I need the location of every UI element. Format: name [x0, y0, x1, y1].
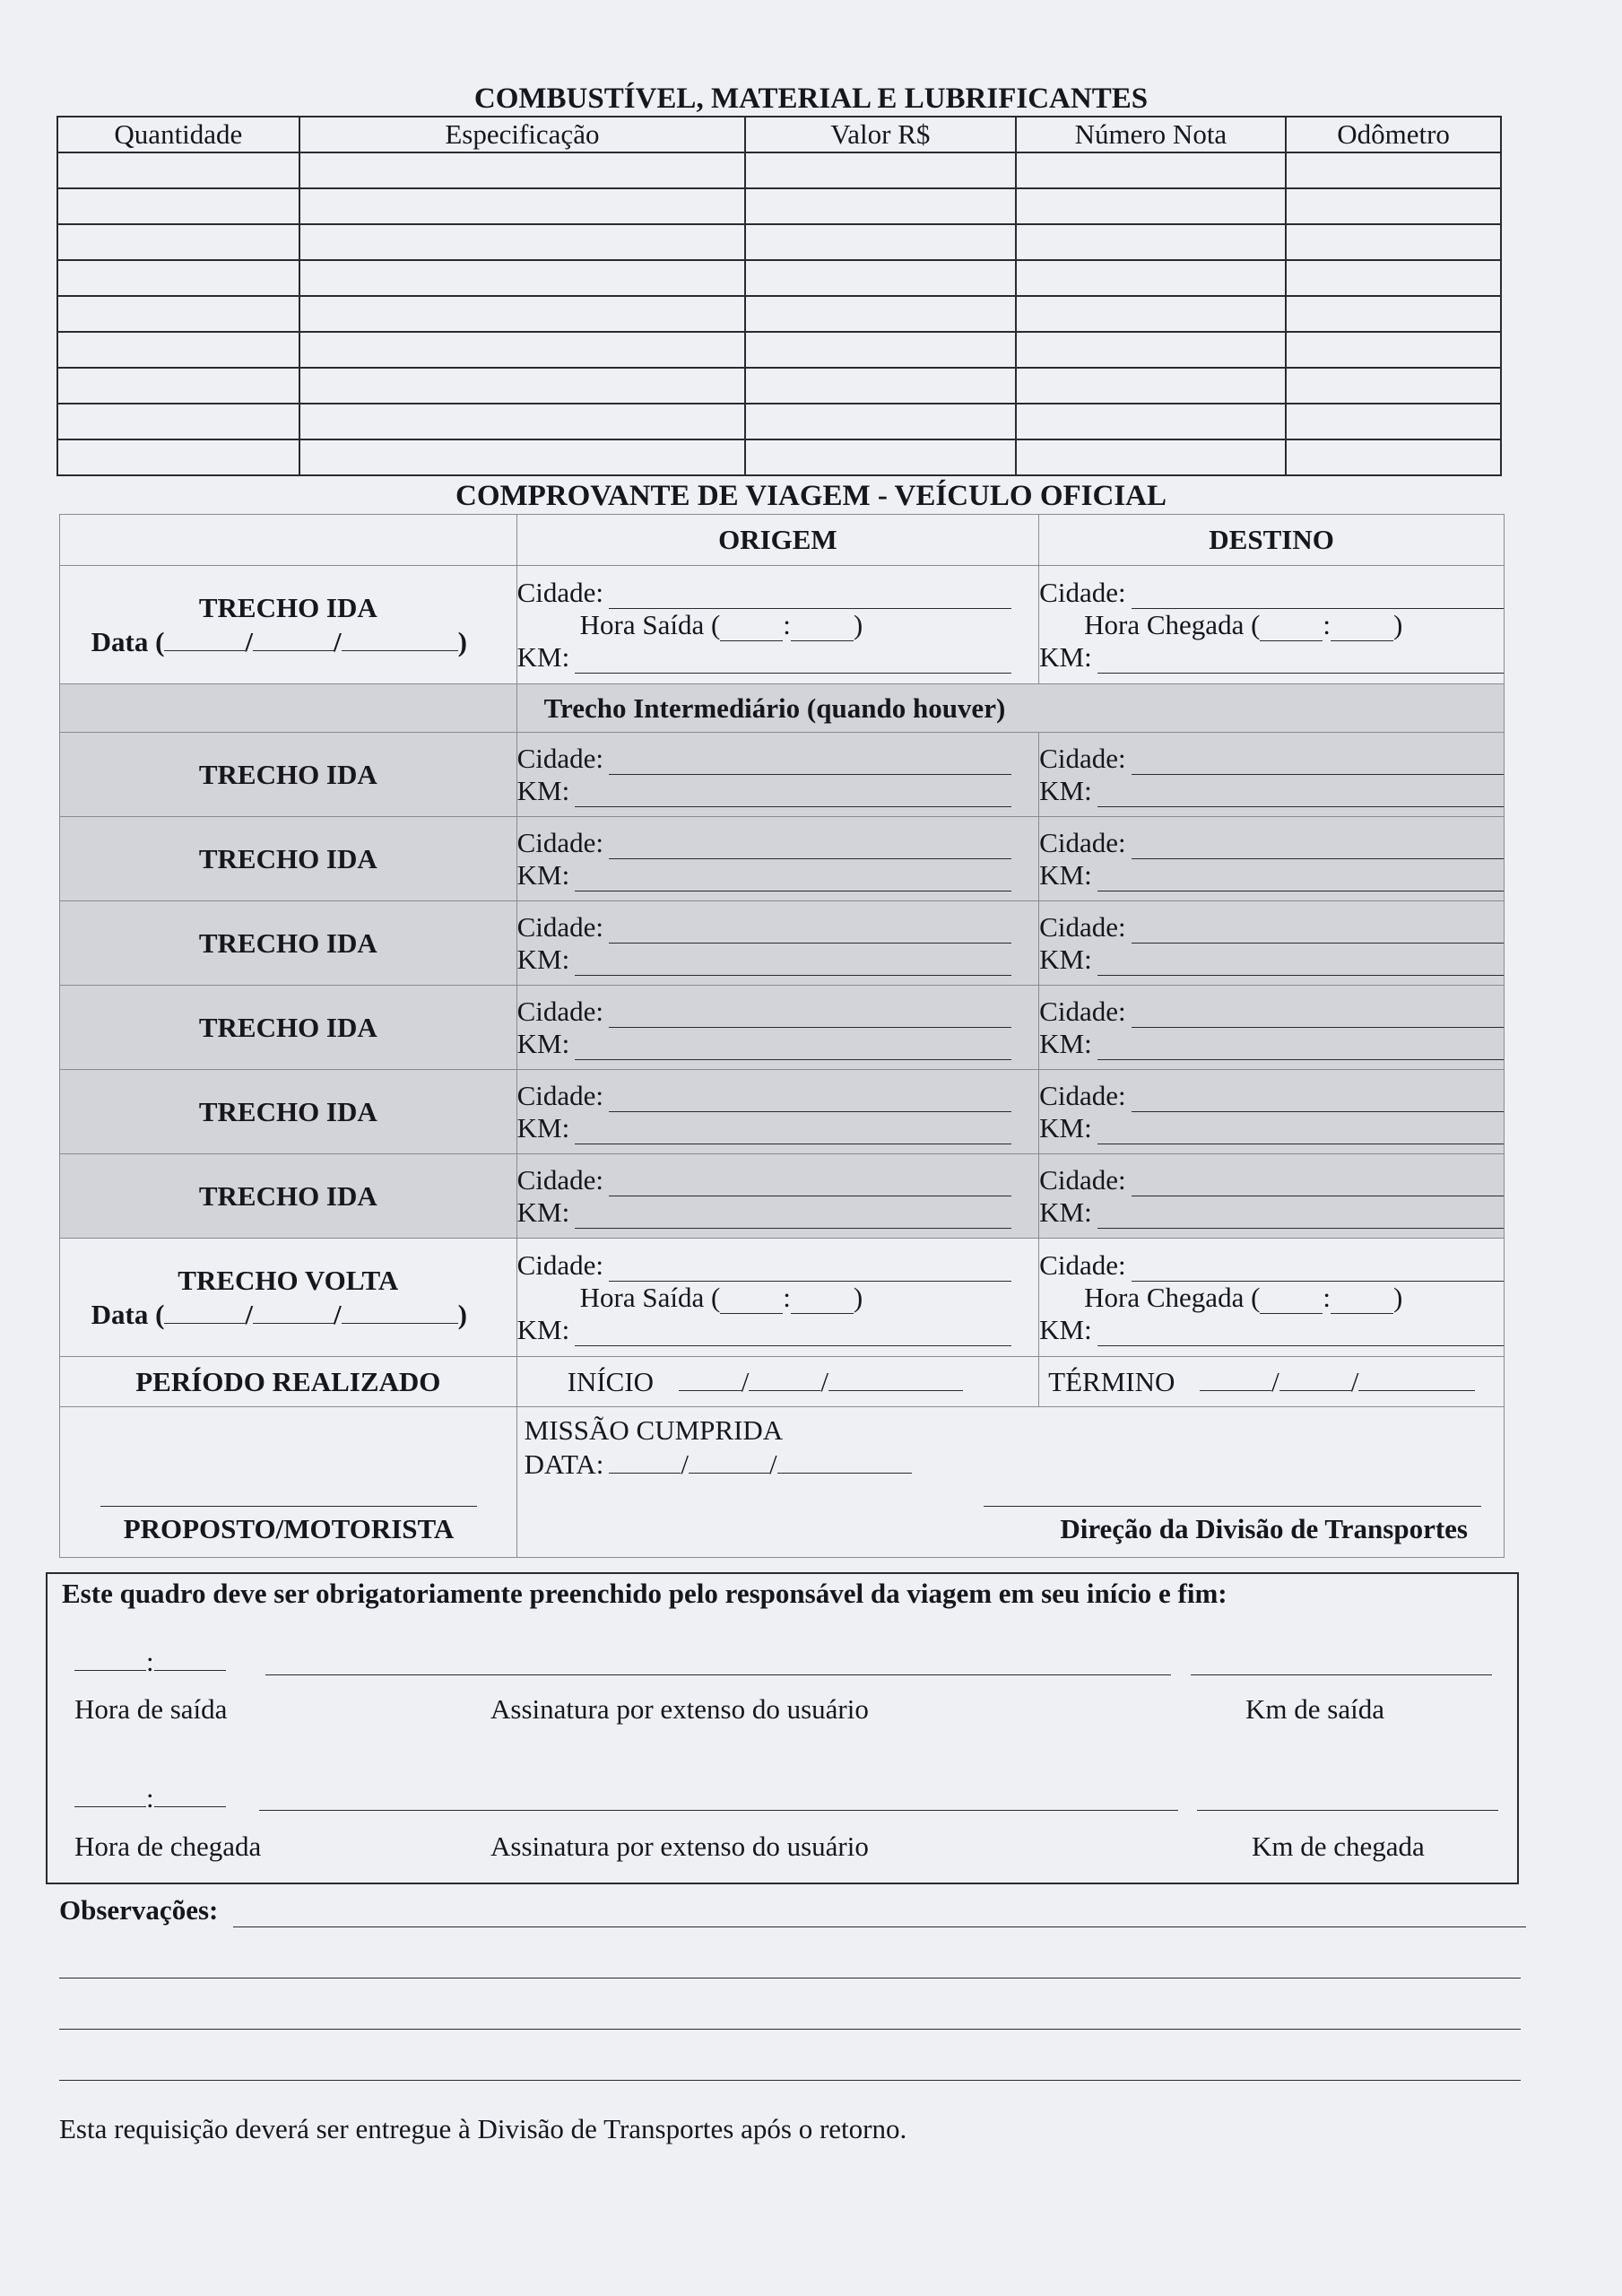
fuel-cell[interactable]: [1286, 188, 1501, 224]
trecho-volta-label: [60, 1239, 517, 1357]
trecho-ida-title: TRECHO IDA: [198, 591, 377, 623]
km-label: KM:: [516, 1196, 570, 1228]
origin-km-field[interactable]: [575, 783, 1011, 807]
fuel-col-especificacao: Especificação: [299, 117, 745, 152]
fuel-cell[interactable]: [1016, 296, 1287, 332]
fuel-cell[interactable]: [745, 260, 1016, 296]
origin-km-field[interactable]: [575, 1120, 1011, 1144]
km-label: KM:: [1039, 1313, 1092, 1345]
missao-cell: [516, 1407, 1504, 1558]
dest-cidade-field[interactable]: [1132, 1004, 1504, 1028]
hora-chegada-mm[interactable]: [1331, 1290, 1393, 1314]
origin-cidade-field[interactable]: [609, 835, 1011, 859]
direcao-signature-line[interactable]: [984, 1506, 1481, 1507]
cidade-label: Cidade:: [516, 910, 604, 943]
fuel-cell[interactable]: [57, 296, 299, 332]
intermediate-header: Trecho Intermediário (quando houver): [516, 684, 1504, 733]
intermediate-row-label: TRECHO IDA: [60, 901, 517, 986]
dest-km-field[interactable]: [1097, 649, 1504, 674]
cidade-label: Cidade:: [516, 742, 604, 774]
intermediate-row: [60, 1070, 1505, 1154]
periodo-realizado-label: PERÍODO REALIZADO: [60, 1357, 517, 1407]
fuel-cell[interactable]: [1016, 188, 1287, 224]
destination-header: DESTINO: [1039, 515, 1505, 566]
trecho-volta-origin: Cidade: Hora Saída ( : ) KM:: [516, 1239, 1039, 1357]
footer-note: Esta requisição deverá ser entregue à Divisão de Transportes após o retorno.: [59, 2113, 907, 2144]
fuel-cell[interactable]: [1016, 368, 1287, 404]
fuel-cell[interactable]: [745, 296, 1016, 332]
fuel-cell[interactable]: [57, 260, 299, 296]
hora-chegada-hh[interactable]: [1260, 617, 1323, 641]
hora-chegada-field[interactable]: :: [74, 1782, 226, 1814]
fuel-cell[interactable]: [57, 152, 299, 188]
fuel-cell[interactable]: [299, 152, 745, 188]
fuel-cell[interactable]: [299, 296, 745, 332]
cidade-label: Cidade:: [1039, 742, 1126, 774]
fuel-table: [56, 116, 1502, 476]
km-label: KM:: [1039, 640, 1092, 673]
intermediate-row: [60, 986, 1505, 1070]
fuel-cell[interactable]: [299, 224, 745, 260]
fuel-cell[interactable]: [745, 224, 1016, 260]
dest-cidade-field[interactable]: [1132, 1088, 1504, 1112]
fuel-cell[interactable]: [1286, 404, 1501, 439]
km-label: KM:: [516, 1313, 570, 1345]
periodo-termino[interactable]: TÉRMINO / /: [1039, 1357, 1505, 1407]
fuel-cell[interactable]: [745, 188, 1016, 224]
dest-cidade-field[interactable]: [1132, 585, 1504, 609]
proposto-cell: [60, 1407, 517, 1558]
fuel-cell[interactable]: [1286, 260, 1501, 296]
missao-date[interactable]: DATA: / /: [525, 1448, 912, 1481]
assinatura-chegada-line[interactable]: [259, 1810, 1178, 1811]
km-label: KM:: [1039, 1196, 1092, 1228]
origin-km-field[interactable]: [575, 952, 1011, 976]
origin-cidade-field[interactable]: [609, 1257, 1011, 1282]
trip-header-empty: [60, 515, 517, 566]
cidade-label: Cidade:: [516, 1248, 604, 1281]
dest-km-field[interactable]: [1097, 952, 1504, 976]
cidade-label: Cidade:: [516, 1163, 604, 1196]
dest-cidade-field[interactable]: [1132, 919, 1504, 944]
fuel-cell[interactable]: [299, 404, 745, 439]
cidade-label: Cidade:: [1039, 826, 1126, 858]
responsible-box-title: Este quadro deve ser obrigatoriamente preenchido pelo responsável da viagem em seu início e fim:: [62, 1578, 1227, 1609]
fuel-cell[interactable]: [745, 332, 1016, 368]
assinatura-saida-line[interactable]: [265, 1674, 1171, 1675]
fuel-row: [57, 404, 1501, 439]
fuel-cell[interactable]: [745, 368, 1016, 404]
assinatura-chegada-label: Assinatura por extenso do usuário: [490, 1831, 869, 1862]
dest-cidade-field[interactable]: [1132, 1172, 1504, 1196]
fuel-cell[interactable]: [745, 439, 1016, 475]
cidade-label: Cidade:: [1039, 1163, 1126, 1196]
intermediate-row: [60, 901, 1505, 986]
fuel-cell[interactable]: [299, 260, 745, 296]
hora-saida-mm[interactable]: [791, 1290, 854, 1314]
fuel-col-numero-nota: Número Nota: [1016, 117, 1287, 152]
fuel-cell[interactable]: [1286, 439, 1501, 475]
hora-chegada-label: Hora de chegada: [74, 1831, 262, 1862]
hora-chegada-mm[interactable]: [1331, 617, 1393, 641]
missao-label: MISSÃO CUMPRIDA: [524, 1414, 784, 1446]
intermediate-row-label: TRECHO IDA: [60, 817, 517, 901]
hora-saida-mm[interactable]: [791, 617, 854, 641]
fuel-row: [57, 224, 1501, 260]
periodo-inicio[interactable]: INÍCIO / /: [516, 1357, 1039, 1407]
hora-saida-hh[interactable]: [720, 1290, 783, 1314]
origin-cidade-field[interactable]: [609, 1172, 1011, 1196]
cidade-label: Cidade:: [516, 576, 604, 608]
intermediate-row-label: TRECHO IDA: [60, 1154, 517, 1239]
fuel-cell[interactable]: [1286, 152, 1501, 188]
observacoes-line[interactable]: [59, 2080, 1521, 2081]
km-label: KM:: [1039, 774, 1092, 806]
trip-section-title: COMPROVANTE DE VIAGEM - VEÍCULO OFICIAL: [455, 480, 1167, 512]
km-label: KM:: [516, 1111, 570, 1144]
fuel-cell[interactable]: [1286, 332, 1501, 368]
trecho-ida-destination: Cidade: Hora Chegada ( : ) KM:: [1039, 566, 1505, 684]
origin-cidade-field[interactable]: [609, 1088, 1011, 1112]
km-chegada-line[interactable]: [1197, 1810, 1498, 1811]
fuel-cell[interactable]: [299, 368, 745, 404]
fuel-row: [57, 188, 1501, 224]
km-label: KM:: [1039, 858, 1092, 891]
fuel-col-odometro: Odômetro: [1286, 117, 1501, 152]
hora-chegada-label: Hora Chegada (: [1084, 1281, 1261, 1313]
fuel-cell[interactable]: [1016, 404, 1287, 439]
fuel-cell[interactable]: [299, 332, 745, 368]
intermediate-header-empty: [60, 684, 517, 733]
observacoes-line[interactable]: [59, 2029, 1521, 2030]
fuel-cell[interactable]: [57, 332, 299, 368]
fuel-cell[interactable]: [745, 152, 1016, 188]
origin-km-field[interactable]: [575, 1205, 1011, 1229]
fuel-cell[interactable]: [1286, 224, 1501, 260]
dest-cidade-field[interactable]: [1132, 1257, 1504, 1282]
km-label: KM:: [1039, 1111, 1092, 1144]
fuel-row: [57, 152, 1501, 188]
dest-km-field[interactable]: [1097, 1205, 1504, 1229]
fuel-cell[interactable]: [57, 224, 299, 260]
fuel-row: [57, 260, 1501, 296]
fuel-row: [57, 296, 1501, 332]
fuel-row: [57, 368, 1501, 404]
km-label: KM:: [516, 774, 570, 806]
trecho-volta-date[interactable]: Data ( / / ): [91, 1298, 467, 1330]
fuel-row: [57, 439, 1501, 475]
trecho-ida-date[interactable]: Data ( / / ): [91, 625, 467, 657]
responsible-box: [46, 1572, 1519, 1884]
fuel-cell[interactable]: [1016, 224, 1287, 260]
origin-cidade-field[interactable]: [609, 919, 1011, 944]
fuel-cell[interactable]: [1016, 260, 1287, 296]
hora-saida-label: Hora de saída: [74, 1693, 228, 1725]
km-saida-line[interactable]: [1191, 1674, 1492, 1675]
hora-saida-label: Hora Saída (: [579, 1281, 721, 1313]
origin-km-field[interactable]: [575, 1322, 1011, 1346]
intermediate-row: [60, 1154, 1505, 1239]
origin-cidade-field[interactable]: [609, 585, 1011, 609]
trecho-volta-title: TRECHO VOLTA: [178, 1264, 399, 1296]
intermediate-row-label: TRECHO IDA: [60, 986, 517, 1070]
hora-saida-field[interactable]: :: [74, 1646, 226, 1678]
cidade-label: Cidade:: [516, 1079, 604, 1111]
fuel-cell[interactable]: [299, 439, 745, 475]
dest-cidade-field[interactable]: [1132, 835, 1504, 859]
fuel-cell[interactable]: [299, 188, 745, 224]
hora-chegada-hh[interactable]: [1260, 1290, 1323, 1314]
fuel-col-quantidade: Quantidade: [57, 117, 299, 152]
cidade-label: Cidade:: [1039, 1248, 1126, 1281]
origin-header: ORIGEM: [516, 515, 1039, 566]
intermediate-row: [60, 733, 1505, 817]
cidade-label: Cidade:: [1039, 995, 1126, 1027]
dest-km-field[interactable]: [1097, 1120, 1504, 1144]
fuel-cell[interactable]: [1016, 439, 1287, 475]
observacoes-line[interactable]: [59, 1978, 1521, 1979]
cidade-label: Cidade:: [1039, 910, 1126, 943]
dest-km-field[interactable]: [1097, 867, 1504, 891]
origin-km-field[interactable]: [575, 1036, 1011, 1060]
intermediate-row-label: TRECHO IDA: [60, 733, 517, 817]
proposto-signature-line[interactable]: [100, 1506, 477, 1507]
origin-km-field[interactable]: [575, 867, 1011, 891]
fuel-cell[interactable]: [1016, 332, 1287, 368]
fuel-cell[interactable]: [1016, 152, 1287, 188]
origin-cidade-field[interactable]: [609, 751, 1011, 775]
fuel-cell[interactable]: [1286, 368, 1501, 404]
km-chegada-label: Km de chegada: [1252, 1831, 1425, 1862]
fuel-cell[interactable]: [57, 404, 299, 439]
fuel-cell[interactable]: [1286, 296, 1501, 332]
observacoes-line[interactable]: [233, 1926, 1526, 1927]
hora-chegada-label: Hora Chegada (: [1084, 608, 1261, 640]
dest-km-field[interactable]: [1097, 783, 1504, 807]
km-label: KM:: [516, 640, 570, 673]
fuel-col-valor: Valor R$: [745, 117, 1016, 152]
dest-cidade-field[interactable]: [1132, 751, 1504, 775]
fuel-cell[interactable]: [57, 368, 299, 404]
origin-cidade-field[interactable]: [609, 1004, 1011, 1028]
origin-km-field[interactable]: [575, 649, 1011, 674]
hora-saida-hh[interactable]: [720, 617, 783, 641]
km-label: KM:: [1039, 1027, 1092, 1059]
cidade-label: Cidade:: [1039, 1079, 1126, 1111]
fuel-cell[interactable]: [57, 439, 299, 475]
fuel-cell[interactable]: [57, 188, 299, 224]
dest-km-field[interactable]: [1097, 1322, 1504, 1346]
km-label: KM:: [516, 1027, 570, 1059]
fuel-cell[interactable]: [745, 404, 1016, 439]
cidade-label: Cidade:: [516, 826, 604, 858]
trecho-ida-origin: Cidade: Hora Saída ( : ) KM:: [516, 566, 1039, 684]
fuel-section-title: COMBUSTÍVEL, MATERIAL E LUBRIFICANTES: [473, 83, 1149, 115]
cidade-label: Cidade:: [1039, 576, 1126, 608]
cidade-label: Cidade:: [516, 995, 604, 1027]
intermediate-row: [60, 817, 1505, 901]
trecho-volta-destination: Cidade: Hora Chegada ( : ) KM:: [1039, 1239, 1505, 1357]
intermediate-row-label: TRECHO IDA: [60, 1070, 517, 1154]
km-label: KM:: [516, 858, 570, 891]
km-label: KM:: [516, 943, 570, 975]
observacoes-label: Observações:: [59, 1894, 219, 1926]
fuel-row: [57, 332, 1501, 368]
dest-km-field[interactable]: [1097, 1036, 1504, 1060]
km-label: KM:: [1039, 943, 1092, 975]
proposto-label: PROPOSTO/MOTORISTA: [123, 1513, 455, 1544]
trecho-ida-main-label: [60, 566, 517, 684]
km-saida-label: Km de saída: [1245, 1693, 1384, 1725]
assinatura-saida-label: Assinatura por extenso do usuário: [490, 1693, 869, 1725]
hora-saida-label: Hora Saída (: [579, 608, 721, 640]
direcao-label: Direção da Divisão de Transportes: [1060, 1513, 1468, 1544]
trip-table: [59, 514, 1505, 1558]
